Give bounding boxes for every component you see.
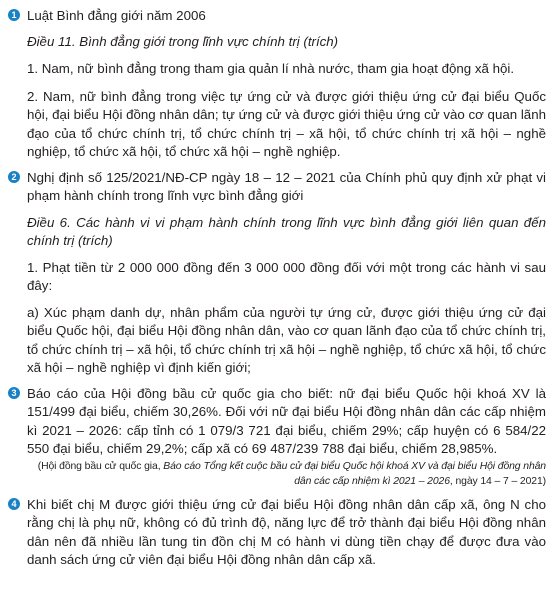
scenario-text: Khi biết chị M được giới thiệu ứng cử đại biểu Hội đồng nhân dân cấp xã, ông N cho rằng chị là phụ nữ, không có đủ trình độ, năng lực để trở thành đại biểu Hội đồng nhân dân nên đã nhiều lần tung tin đồn chị M có hành vi dùng tiền chạy để được đưa vào danh sách ứng cử viên đại biểu Hội đồng nhân dân cấp xã. <box>27 496 546 567</box>
source-suffix: , ngày 14 – 7 – 2021) <box>449 475 546 487</box>
report-text: Báo cáo của Hội đồng bầu cử quốc gia cho biết: nữ đại biểu Quốc hội khoá XV là 151/499 đại biểu, chiếm 30,26%. Đối với nữ đại biểu Hội đồng nhân dân các cấp nhiệm kì 2021 – 2026: cấp tỉnh có 1 079/3 721 đại biểu, chiếm 29%; cấp huyện có 6 584/22 550 đại biểu, chiếm 29,2%; cấp xã có 69 487/239 788 đại biểu, chiếm 28,985%. <box>27 385 546 456</box>
item-2 <box>8 169 546 378</box>
item-3 <box>8 385 546 489</box>
item-title: Nghị định số 125/2021/NĐ-CP ngày 18 – 12 – 2021 của Chính phủ quy định xử phạt vi phạm hành chính trong lĩnh vực bình đẳng giới <box>27 169 546 203</box>
source-title: Báo cáo Tổng kết cuộc bầu cử đại biểu Quốc hội khoá XV và đại biểu Hội đồng nhân dân các cấp nhiệm kì 2021 – 2026 <box>163 460 546 487</box>
item-number-badge: 4 <box>8 498 20 510</box>
paragraph: 1. Phạt tiền từ 2 000 000 đồng đến 3 000 000 đồng đối với một trong các hành vi sau đây: <box>27 259 546 293</box>
item-4 <box>8 496 546 570</box>
item-1 <box>8 7 546 162</box>
item-title: Luật Bình đẳng giới năm 2006 <box>27 8 206 23</box>
paragraph: 2. Nam, nữ bình đẳng trong việc tự ứng cử và được giới thiệu ứng cử đại biểu Quốc hội, đại biểu Hội đồng nhân dân; tự ứng cử và được giới thiệu ứng cử vào cơ quan lãnh đạo của tổ chức chính trị, tổ chức chính trị – xã hội, tổ chức chính trị xã hội – nghề nghiệp, tổ chức xã hội, tổ chức xã hội – nghề nghiệp. <box>27 88 546 159</box>
article-heading: Điều 11. Bình đẳng giới trong lĩnh vực chính trị (trích) <box>27 33 339 49</box>
item-number-badge: 1 <box>8 9 20 21</box>
paragraph: a) Xúc phạm danh dự, nhân phẩm của người tự ứng cử, được giới thiệu ứng cử đại biểu Quốc hội, đại biểu Hội đồng nhân dân, vào cơ quan lãnh đạo của tổ chức chính trị, tổ chức chính trị – xã hội, tổ chức chính trị xã hội – nghề nghiệp, tổ chức xã hội, tổ chức xã hội – nghề nghiệp vì định kiến giới; <box>27 304 546 375</box>
paragraph: 1. Nam, nữ bình đẳng trong tham gia quản lí nhà nước, tham gia hoạt động xã hội. <box>27 61 515 76</box>
item-number-badge: 2 <box>8 171 20 183</box>
source-prefix: (Hội đồng bầu cử quốc gia, <box>37 460 164 472</box>
source-citation <box>27 459 546 489</box>
article-heading: Điều 6. Các hành vi vi phạm hành chính trong lĩnh vực bình đẳng giới liên quan đến chính trị (trích) <box>27 214 546 248</box>
item-number-badge: 3 <box>8 387 20 399</box>
